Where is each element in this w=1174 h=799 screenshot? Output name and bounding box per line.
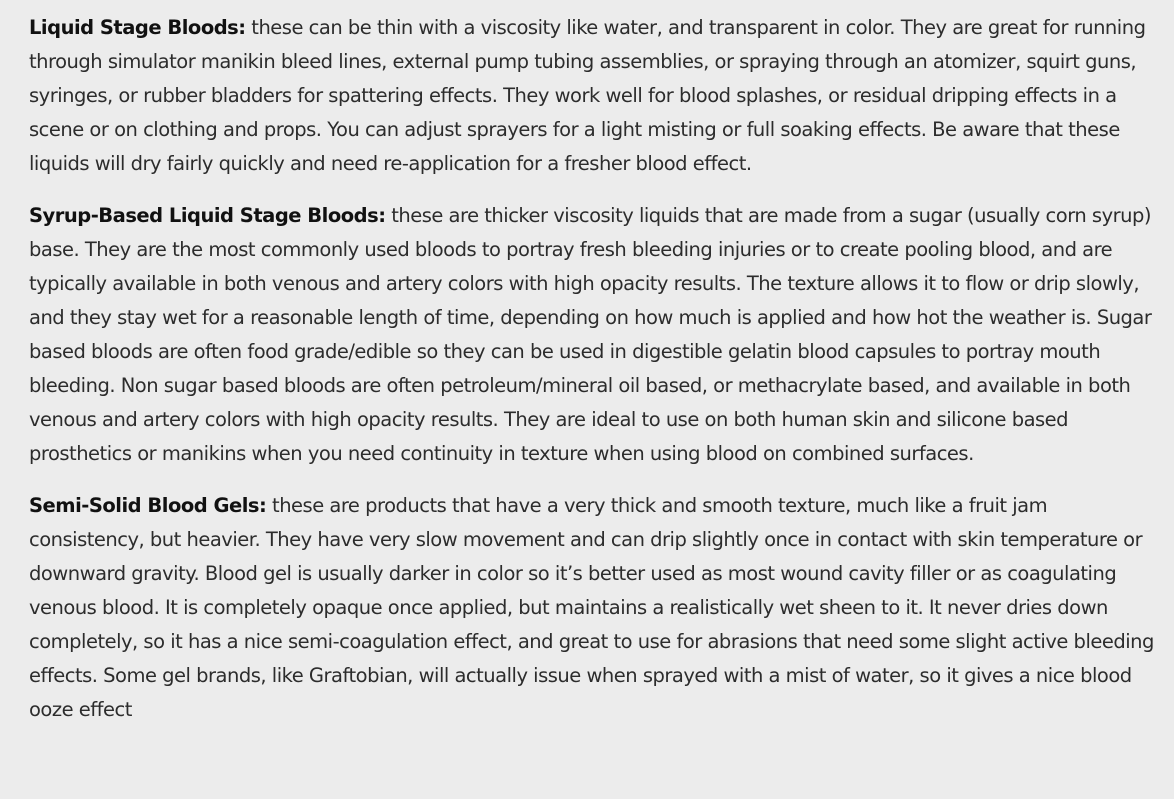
section-text: these can be thin with a viscosity like water, and transparent in color. They are great for running through simulator manikin bleed lines, external pump tubing assemblies, or spraying through an atomizer, squirt guns, syringes, or rubber bladders for spattering effects. They work well for blood splashes, or residual dripping effects in a scene or on clothing and props. You can adjust sprayers for a light misting or full soaking effects. Be aware that these liquids will dry fairly quickly and need re-application for a fresher blood effect.: [29, 16, 1146, 175]
section-liquid-stage-bloods: [29, 11, 1165, 181]
section-term: Semi-Solid Blood Gels:: [29, 494, 267, 517]
section-semi-solid-gels: [29, 489, 1165, 727]
section-text: these are thicker viscosity liquids that are made from a sugar (usually corn syrup) base. They are the most commonly used bloods to portray fresh bleeding injuries or to create pooling blood, and are typically available in both venous and artery colors with high opacity results. The texture allows it to flow or drip slowly, and they stay wet for a reasonable length of time, depending on how much is applied and how hot the weather is. Sugar based bloods are often food grade/edible so they can be used in digestible gelatin blood capsules to portray mouth bleeding. Non sugar based bloods are often petroleum/mineral oil based, or methacrylate based, and available in both venous and artery colors with high opacity results. They are ideal to use on both human skin and silicone based prosthetics or manikins when you need continuity in texture when using blood on combined surfaces.: [29, 204, 1152, 465]
section-syrup-based-bloods: [29, 199, 1165, 471]
section-term: Syrup-Based Liquid Stage Bloods:: [29, 204, 386, 227]
article-body: [29, 11, 1165, 745]
section-text: these are products that have a very thick and smooth texture, much like a fruit jam consistency, but heavier. They have very slow movement and can drip slightly once in contact with skin temperature or downward gravity. Blood gel is usually darker in color so it’s better used as most wound cavity filler or as coagulating venous blood. It is completely opaque once applied, but maintains a realistically wet sheen to it. It never dries down completely, so it has a nice semi-coagulation effect, and great to use for abrasions that need some slight active bleeding effects. Some gel brands, like Graftobian, will actually issue when sprayed with a mist of water, so it gives a nice blood ooze effect: [29, 494, 1154, 721]
section-term: Liquid Stage Bloods:: [29, 16, 246, 39]
